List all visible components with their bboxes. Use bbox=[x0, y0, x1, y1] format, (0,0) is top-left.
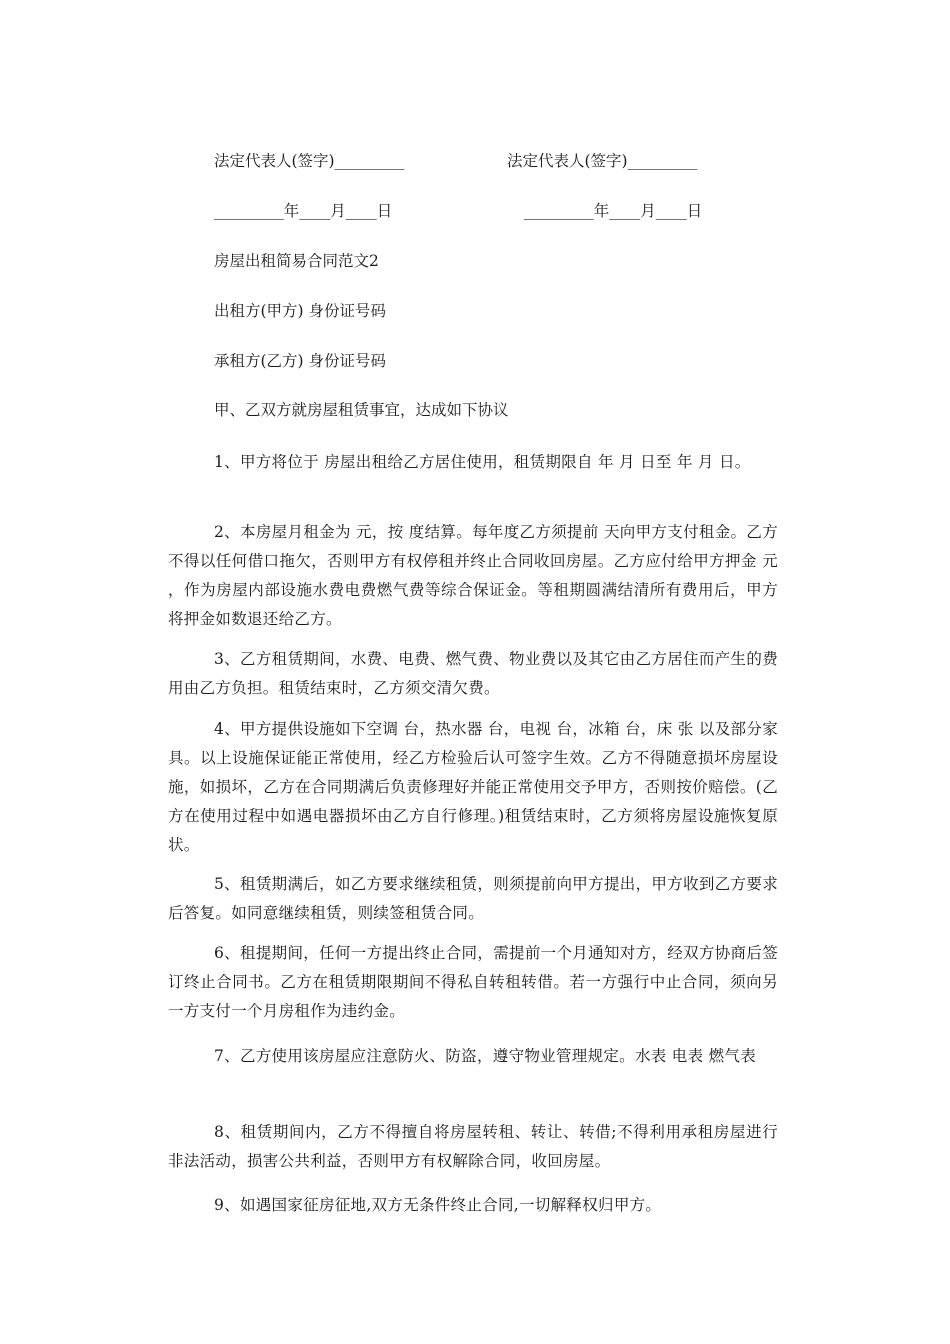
clause-2: 2、本房屋月租金为 元，按 度结算。每年度乙方须提前 天向甲方支付租金。乙方不得以任何借口拖欠，否则甲方有权停租并终止合同收回房屋。乙方应付给甲方押金 元 ，作为房屋内部设施水费电费燃气费等综合保证金。等租期圆满结清所有费用后，甲方将押金如数退还给乙方。 bbox=[168, 523, 778, 628]
signature-right: 法定代表人(签字)_________ bbox=[507, 152, 698, 170]
clause-4: 4、甲方提供设施如下空调 台，热水器 台，电视 台，冰箱 台，床 张 以及部分家具。以上设施保证能正常使用，经乙方检验后认可签字生效。乙方不得随意损坏房屋设施，如损坏，乙方在合同期满后负责修理好并能正常使用交予甲方，否则按价赔偿。(乙方在使用过程中如遇电器损坏由乙方自行修理。)租赁结束时，乙方须将房屋设施恢复原状。 bbox=[168, 720, 778, 854]
clause-8: 8、租赁期间内，乙方不得擅自将房屋转租、转让、转借;不得利用承租房屋进行非法活动，损害公共利益，否则甲方有权解除合同，收回房屋。 bbox=[168, 1123, 778, 1170]
clause-9: 9、如遇国家征房征地,双方无条件终止合同,一切解释权归甲方。 bbox=[214, 1196, 662, 1214]
lessor-line: 出租方(甲方) 身份证号码 bbox=[214, 302, 387, 320]
date-left: _________年____月____日 bbox=[214, 202, 393, 220]
lessee-line: 承租方(乙方) 身份证号码 bbox=[214, 352, 387, 370]
intro-line: 甲、乙双方就房屋租赁事宜，达成如下协议 bbox=[214, 401, 509, 419]
clause-6: 6、租提期间，任何一方提出终止合同，需提前一个月通知对方，经双方协商后签订终止合同书。乙方在租赁期限期间不得私自转租转借。若一方强行中止合同，须向另一方支付一个月房租作为违约金。 bbox=[168, 944, 778, 1020]
signature-left: 法定代表人(签字)_________ bbox=[214, 152, 405, 170]
contract-heading: 房屋出租简易合同范文2 bbox=[214, 252, 379, 270]
clause-1: 1、甲方将位于 房屋出租给乙方居住使用，租赁期限自 年 月 日至 年 月 日。 bbox=[214, 453, 751, 471]
clause-5: 5、租赁期满后，如乙方要求继续租赁，则须提前向甲方提出，甲方收到乙方要求后答复。如同意继续租赁，则续签租赁合同。 bbox=[168, 875, 778, 922]
date-right: _________年____月____日 bbox=[524, 202, 703, 220]
clause-7: 7、乙方使用该房屋应注意防火、防盗，遵守物业管理规定。水表 电表 燃气表 bbox=[214, 1047, 757, 1065]
clause-3: 3、乙方租赁期间，水费、电费、燃气费、物业费以及其它由乙方居住而产生的费用由乙方负担。租赁结束时，乙方须交清欠费。 bbox=[168, 650, 778, 697]
